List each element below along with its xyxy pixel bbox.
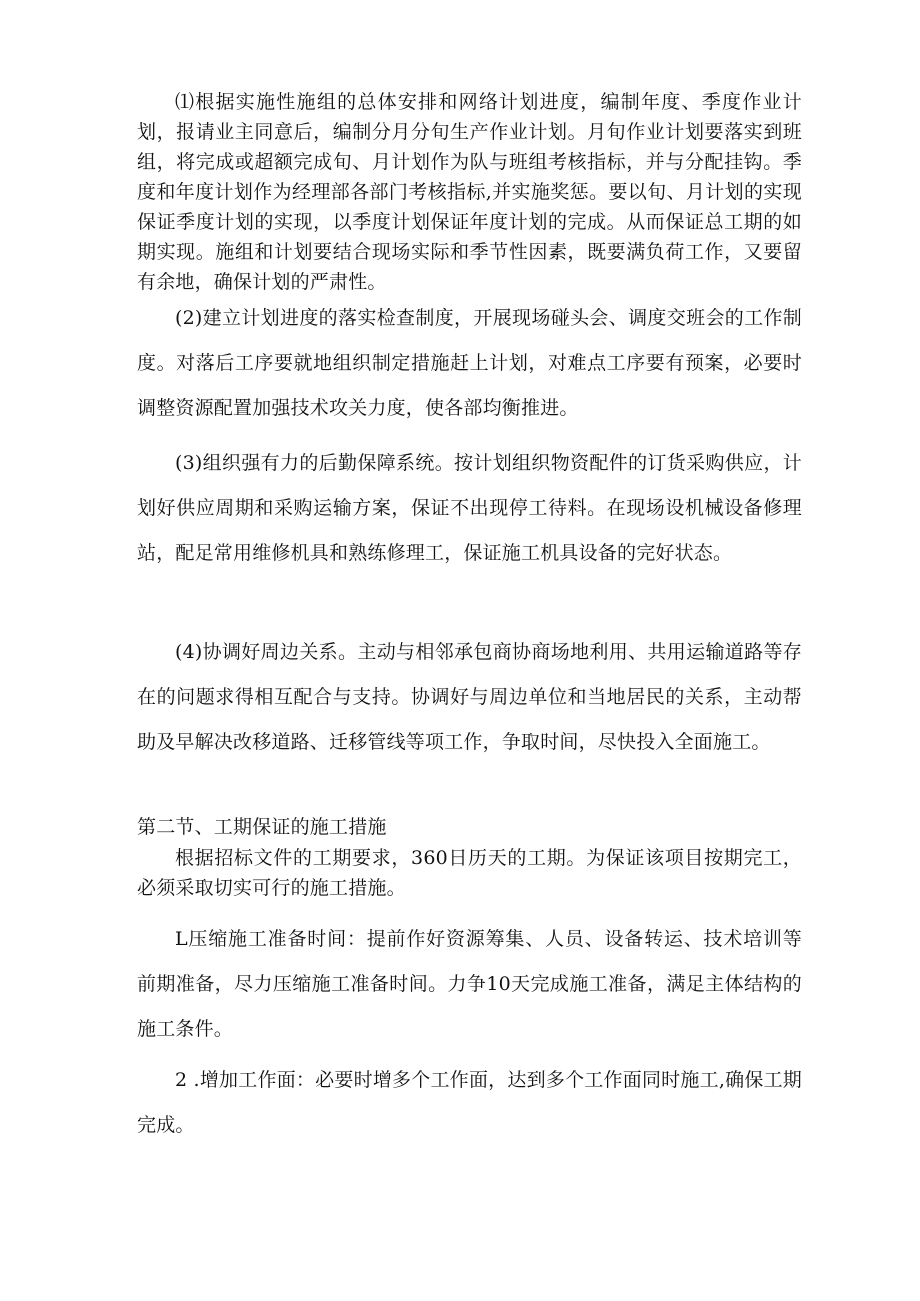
paragraph-1: ⑴根据实施性施组的总体安排和网络计划进度，编制年度、季度作业计划，报请业主同意后，编制分月分旬生产作业计划。月旬作业计划要落实到班组，将完成或超额完成旬、月计划作为队与班组考核指标，并与分配挂钩。季度和年度计划作为经理部各部门考核指标,并实施奖惩。要以旬、月计划的实现保证季度计划的实现，以季度计划保证年度计划的完成。从而保证总工期的如期实现。施组和计划要结合现场实际和季节性因素，既要满负荷工作，又要留有余地，确保计划的严肃性。	[137, 91, 802, 293]
paragraph-5: 根据招标文件的工期要求，360日历天的工期。为保证该项目按期完工，必须采取切实可行的施工措施。	[137, 847, 802, 899]
paragraph-4: (4)协调好周边关系。主动与相邻承包商协商场地利用、共用运输道路等存在的问题求得相互配合与支持。协调好与周边单位和当地居民的关系，主动帮助及早解决改移道路、迁移管线等项工作，争取时间，尽快投入全面施工。	[137, 641, 802, 753]
paragraph-2: (2)建立计划进度的落实检查制度，开展现场碰头会、调度交班会的工作制度。对落后工序要就地组织制定措施赶上计划，对难点工序要有预案，必要时调整资源配置加强技术攻关力度，使各部均衡推进。	[137, 307, 802, 419]
paragraph-7: 2 .增加工作面：必要时增多个工作面，达到多个工作面同时施工,确保工期完成。	[137, 1069, 802, 1136]
paragraph-6: L压缩施工准备时间：提前作好资源筹集、人员、设备转运、技术培训等前期准备，尽力压缩施工准备时间。力争10天完成施工准备，满足主体结构的施工条件。	[137, 928, 802, 1040]
paragraph-3: (3)组织强有力的后勤保障系统。按计划组织物资配件的订货采购供应，计划好供应周期和采购运输方案，保证不出现停工待料。在现场设机械设备修理站，配足常用维修机具和熟练修理工，保证施工机具设备的完好状态。	[137, 452, 802, 564]
section-heading: 第二节、工期保证的施工措施	[137, 816, 387, 838]
